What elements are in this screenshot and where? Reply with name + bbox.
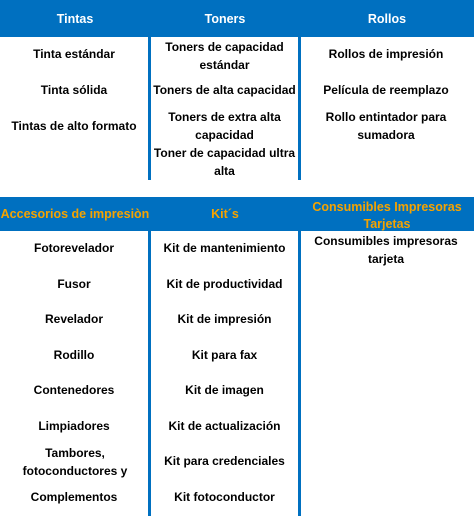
list-item: Toner de capacidad ultra alta	[153, 146, 296, 178]
list-item: Rodillo	[53, 348, 95, 362]
list-item: Consumibles impresoras tarjeta	[314, 234, 458, 266]
list-item: Kit de imagen	[185, 383, 264, 397]
list-item: Revelador	[44, 312, 104, 326]
list-item: Toners de capacidad estándar	[165, 40, 284, 72]
list-item: Complementos	[30, 490, 118, 504]
list-item: Limpiadores	[38, 419, 110, 433]
list-item: Película de reemplazo	[323, 83, 449, 97]
list-item: Tinta estándar	[33, 47, 115, 61]
header-rollos: Rollos	[300, 0, 474, 37]
list-item: Kit fotoconductor	[174, 490, 275, 504]
list-item: Kit de mantenimiento	[163, 241, 286, 255]
list-item: Rollos de impresión	[328, 47, 444, 61]
header-accesorios: Accesorios de impresiòn	[0, 197, 150, 231]
list-item: Kit de impresión	[177, 312, 272, 326]
header-consumibles: Consumibles Impresoras Tarjetas	[300, 197, 474, 231]
list-item: Rollo entintador para sumadora	[325, 110, 447, 142]
column-divider	[148, 231, 151, 516]
header-toners: Toners	[150, 0, 300, 37]
header-kits: Kit´s	[150, 197, 300, 231]
header-tintas: Tintas	[0, 0, 150, 37]
list-item: Contenedores	[33, 383, 115, 397]
list-item: Tambores, fotoconductores y	[22, 446, 128, 478]
list-item: Kit de actualización	[168, 419, 281, 433]
list-item: Toners de alta capacidad	[153, 83, 296, 97]
list-item: Fusor	[57, 277, 91, 291]
list-item: Kit para fax	[191, 348, 258, 362]
list-item: Kit de productividad	[166, 277, 283, 291]
column-divider	[298, 231, 301, 516]
list-item: Toners de extra alta capacidad	[168, 110, 281, 142]
list-item: Fotorevelador	[33, 241, 114, 255]
list-item: Kit para credenciales	[164, 454, 285, 468]
list-item: Tinta sólida	[40, 83, 108, 97]
list-item: Tintas de alto formato	[11, 119, 137, 133]
